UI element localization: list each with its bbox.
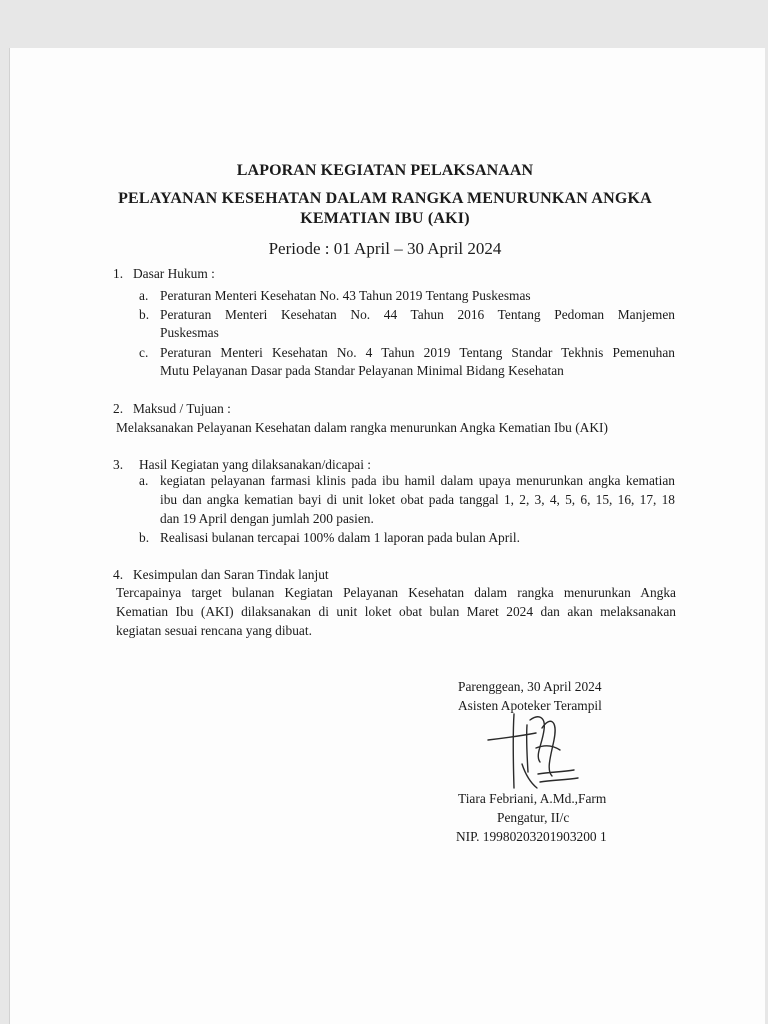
handwritten-signature bbox=[480, 700, 590, 792]
list-item-line: Mutu Pelayanan Dasar pada Standar Pelayanan Minimal Bidang Kesehatan bbox=[160, 363, 564, 378]
section-text: Melaksanakan Pelayanan Kesehatan dalam rangka menurunkan Angka Kematian Ibu (AKI) bbox=[116, 420, 608, 435]
list-item-line: Peraturan Menteri Kesehatan No. 44 Tahun 2016 Tentang Pedoman Manjemen bbox=[160, 307, 675, 322]
paragraph-line: Tercapainya target bulanan Kegiatan Pelayanan Kesehatan dalam rangka menurunkan Angka bbox=[116, 585, 676, 600]
place-date: Parenggean, 30 April 2024 bbox=[458, 679, 602, 694]
signer-nip: NIP. 19980203201903200 1 bbox=[456, 829, 607, 844]
signer-name: Tiara Febriani, A.Md.,Farm bbox=[458, 791, 607, 806]
section-heading: Dasar Hukum : bbox=[133, 266, 215, 281]
list-marker: a. bbox=[139, 473, 149, 488]
paragraph-line: kegiatan sesuai rencana yang dibuat. bbox=[116, 623, 312, 638]
paragraph-line: Kematian Ibu (AKI) dilaksanakan di unit loket obat bulan Maret 2024 dan akan melaksanakan bbox=[116, 604, 676, 619]
section-heading: Hasil Kegiatan yang dilaksanakan/dicapai : bbox=[139, 457, 372, 472]
list-marker: b. bbox=[139, 530, 150, 545]
title-block bbox=[95, 155, 675, 265]
document-title: LAPORAN KEGIATAN PELAKSANAAN bbox=[236, 162, 534, 179]
section-number: 4. bbox=[113, 567, 124, 582]
list-item-line: Peraturan Menteri Kesehatan No. 4 Tahun 2019 Tentang Standar Tekhnis Pemenuhan bbox=[160, 345, 675, 360]
subtitle-line-2: KEMATIAN IBU (AKI) bbox=[300, 210, 470, 227]
signer-position: Asisten Apoteker Terampil bbox=[458, 698, 602, 713]
section-number: 2. bbox=[113, 401, 124, 416]
list-item-line: Puskesmas bbox=[160, 325, 219, 340]
section-number: 1. bbox=[113, 266, 124, 281]
subtitle-line-1: PELAYANAN KESEHATAN DALAM RANGKA MENURUNKAN ANGKA bbox=[118, 190, 652, 207]
list-item-line: kegiatan pelayanan farmasi klinis pada ibu hamil dalam upaya menurunkan angka kematian bbox=[160, 473, 675, 488]
section-number: 3. bbox=[113, 457, 124, 472]
section-heading: Maksud / Tujuan : bbox=[133, 401, 231, 416]
list-marker: b. bbox=[139, 307, 150, 322]
section-heading: Kesimpulan dan Saran Tindak lanjut bbox=[133, 567, 329, 582]
list-item-line: dan 19 April dengan jumlah 200 pasien. bbox=[160, 511, 374, 526]
list-item-line: Peraturan Menteri Kesehatan No. 43 Tahun 2019 Tentang Puskesmas bbox=[160, 288, 531, 303]
list-item-line: Realisasi bulanan tercapai 100% dalam 1 laporan pada bulan April. bbox=[160, 530, 520, 545]
list-item-line: ibu dan angka kematian bayi di unit loket obat pada tanggal 1, 2, 3, 4, 5, 6, 15, 16, 17, 18 bbox=[160, 492, 675, 507]
list-marker: a. bbox=[139, 288, 149, 303]
document-subtitle bbox=[95, 189, 675, 229]
signer-rank: Pengatur, II/c bbox=[497, 810, 570, 825]
list-marker: c. bbox=[139, 345, 149, 360]
report-period: Periode : 01 April – 30 April 2024 bbox=[268, 239, 502, 258]
